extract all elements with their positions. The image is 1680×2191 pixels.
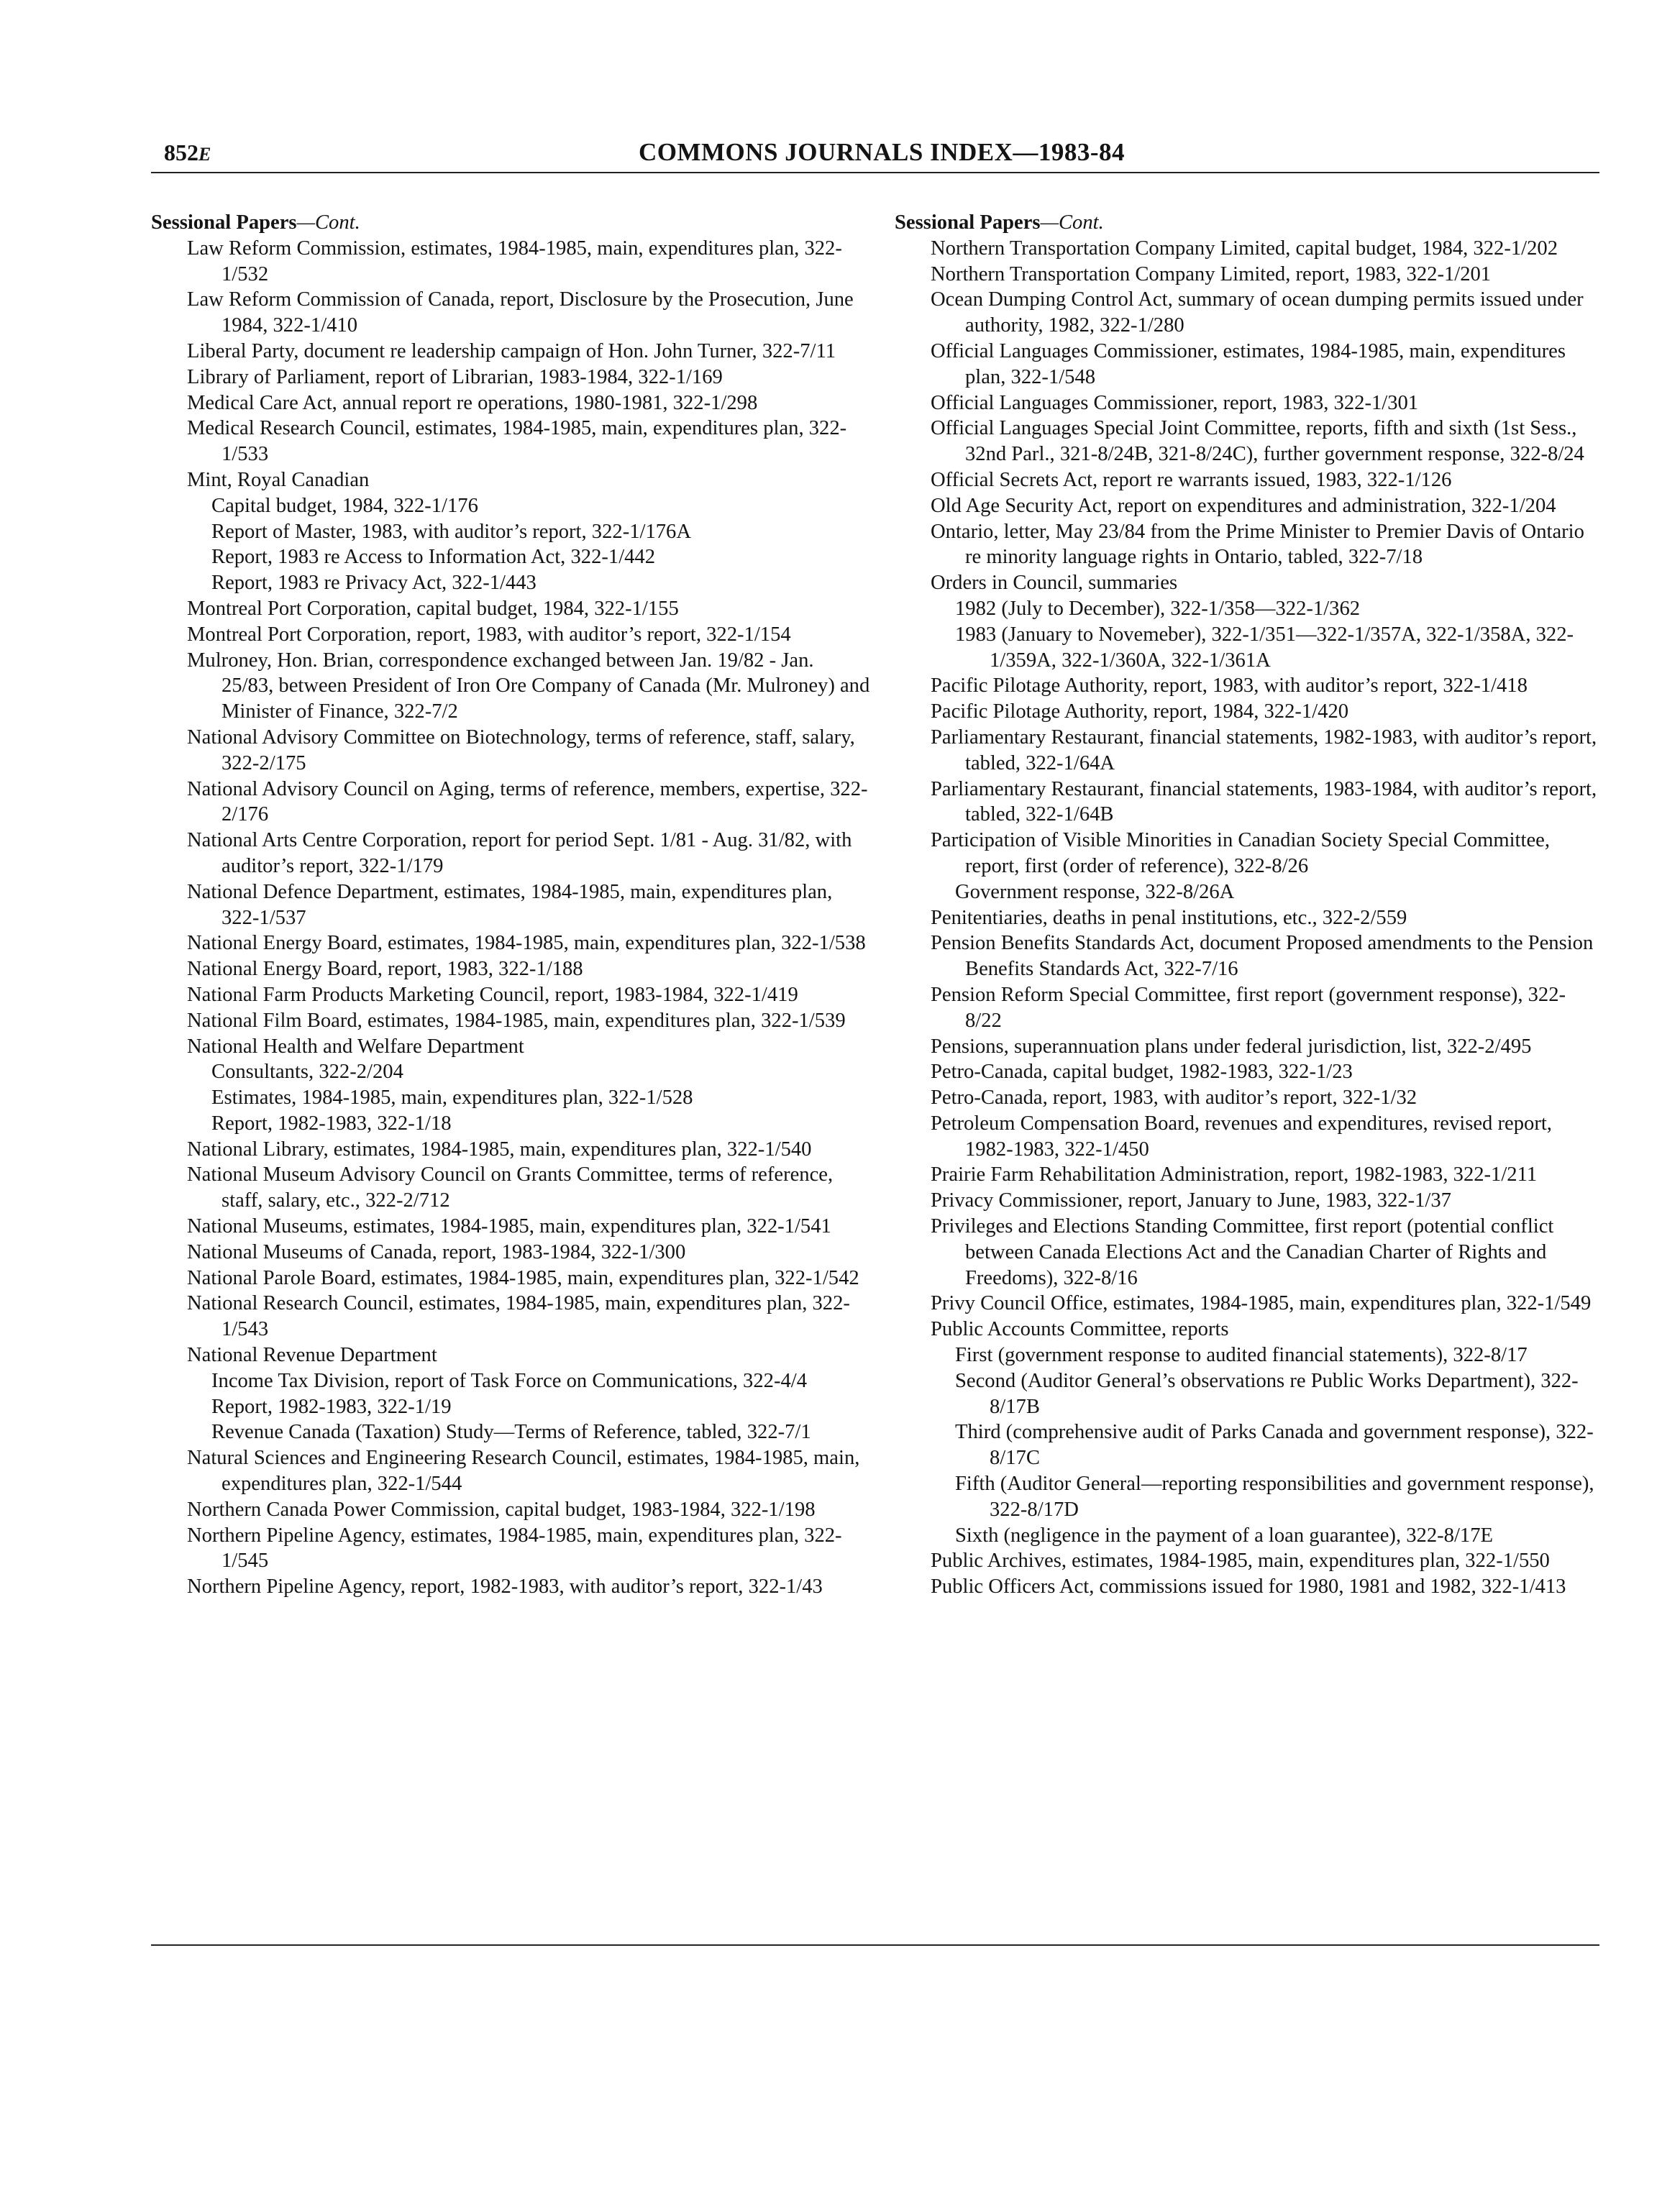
- index-entry: Privy Council Office, estimates, 1984-1985, main, expenditures plan, 322-1/549: [931, 1292, 1592, 1315]
- index-entry: Pacific Pilotage Authority, report, 1983, with auditor’s report, 322-1/418: [931, 674, 1528, 697]
- index-entry: Northern Transportation Company Limited, capital budget, 1984, 322-1/202: [931, 237, 1558, 260]
- index-subentry: Report, 1983 re Privacy Act, 322-1/443: [211, 572, 537, 595]
- index-subentry: Income Tax Division, report of Task Force on Communications, 322-4/4: [211, 1369, 808, 1392]
- running-title: COMMONS JOURNALS INDEX—1983-84: [638, 138, 1126, 166]
- index-entry: National Museums of Canada, report, 1983-1984, 322-1/300: [187, 1240, 686, 1263]
- index-subentry: Report of Master, 1983, with auditor’s report, 322-1/176A: [211, 520, 691, 543]
- index-entry: National Research Council, estimates, 1984-1985, main, expenditures plan, 322-1/543: [187, 1292, 850, 1341]
- index-entry: Pensions, superannuation plans under federal jurisdiction, list, 322-2/495: [931, 1035, 1532, 1058]
- index-entry: National Energy Board, estimates, 1984-1985, main, expenditures plan, 322-1/538: [187, 932, 866, 955]
- index-entry: Pension Benefits Standards Act, document Proposed amendments to the Pension Benefits Standards Act, 322-7/16: [931, 932, 1594, 981]
- footer-rule: [151, 1944, 1599, 1946]
- index-entry: Pension Reform Special Committee, first report (government response), 322-8/22: [931, 983, 1566, 1032]
- index-entry: National Parole Board, estimates, 1984-1985, main, expenditures plan, 322-1/542: [187, 1266, 859, 1289]
- index-entry: Petroleum Compensation Board, revenues and expenditures, revised report, 1982-1983, 322-1/450: [931, 1112, 1552, 1161]
- index-entry: Old Age Security Act, report on expenditures and administration, 322-1/204: [931, 494, 1556, 517]
- index-entry: Parliamentary Restaurant, financial statements, 1982-1983, with auditor’s report, tabled, 322-1/64A: [931, 726, 1597, 774]
- index-entry: Official Languages Special Joint Committee, reports, fifth and sixth (1st Sess., 32nd Parl., 321-8/24B, 321-8/24C), further government response, 322-8/24: [931, 417, 1584, 466]
- index-entry: Public Officers Act, commissions issued for 1980, 1981 and 1982, 322-1/413: [931, 1575, 1566, 1598]
- index-entry: National Arts Centre Corporation, report for period Sept. 1/81 - Aug. 31/82, with auditor’s report, 322-1/179: [187, 829, 852, 877]
- index-entry: Privacy Commissioner, report, January to June, 1983, 322-1/37: [931, 1189, 1451, 1212]
- index-entry: National Advisory Council on Aging, terms of reference, members, expertise, 322-2/176: [187, 777, 868, 826]
- index-entry: Public Archives, estimates, 1984-1985, main, expenditures plan, 322-1/550: [931, 1550, 1550, 1573]
- header-rule: [151, 172, 1599, 173]
- index-subentry: Report, 1982-1983, 322-1/19: [211, 1395, 452, 1418]
- index-entry: National Defence Department, estimates, 1984-1985, main, expenditures plan, 322-1/537: [187, 880, 833, 929]
- index-entry: Northern Pipeline Agency, report, 1982-1983, with auditor’s report, 322-1/43: [187, 1575, 823, 1598]
- heading-continued: —Cont.: [296, 211, 360, 234]
- index-entry: Ontario, letter, May 23/84 from the Prime Minister to Premier Davis of Ontario re minority language rights in Ontario, tabled, 322-7/18: [931, 520, 1584, 569]
- index-entry: Northern Pipeline Agency, estimates, 1984-1985, main, expenditures plan, 322-1/545: [187, 1524, 842, 1573]
- index-entry: Mulroney, Hon. Brian, correspondence exchanged between Jan. 19/82 - Jan. 25/83, between President of Iron Ore Company of Canada (Mr. Mulroney) and Minister of Finance, 322-7/2: [187, 649, 870, 723]
- index-entry: National Farm Products Marketing Council, report, 1983-1984, 322-1/419: [187, 983, 798, 1006]
- index-entry: National Revenue Department: [187, 1344, 437, 1367]
- index-entry: Liberal Party, document re leadership campaign of Hon. John Turner, 322-7/11: [187, 339, 836, 362]
- index-entry: Participation of Visible Minorities in Canadian Society Special Committee, report, first (order of reference), 322-8/26: [931, 829, 1550, 877]
- index-subentry: Government response, 322-8/26A: [955, 880, 1235, 903]
- index-entry: Medical Care Act, annual report re operations, 1980-1981, 322-1/298: [187, 391, 758, 414]
- index-entry: Ocean Dumping Control Act, summary of ocean dumping permits issued under authority, 1982, 322-1/280: [931, 288, 1584, 337]
- index-entry: Natural Sciences and Engineering Research Council, estimates, 1984-1985, main, expenditures plan, 322-1/544: [187, 1447, 860, 1496]
- page-number: 852E: [164, 139, 211, 165]
- index-entry: National Museum Advisory Council on Grants Committee, terms of reference, staff, salary, etc., 322-2/712: [187, 1163, 834, 1212]
- index-entry: Official Languages Commissioner, report, 1983, 322-1/301: [931, 391, 1419, 414]
- index-entry: Northern Transportation Company Limited, report, 1983, 322-1/201: [931, 262, 1492, 285]
- index-entry: National Health and Welfare Department: [187, 1035, 524, 1058]
- index-entry: Northern Canada Power Commission, capital budget, 1983-1984, 322-1/198: [187, 1498, 816, 1521]
- index-entry: Privileges and Elections Standing Committee, first report (potential conflict between Canada Elections Act and the Canadian Charter of Rights and Freedoms), 322-8/16: [931, 1215, 1554, 1289]
- index-entry: National Library, estimates, 1984-1985, main, expenditures plan, 322-1/540: [187, 1138, 812, 1161]
- heading-continued: —Cont.: [1040, 211, 1104, 234]
- index-entry: Mint, Royal Canadian: [187, 468, 370, 491]
- index-entry: Montreal Port Corporation, report, 1983, with auditor’s report, 322-1/154: [187, 623, 791, 646]
- index-entry: Parliamentary Restaurant, financial statements, 1983-1984, with auditor’s report, tabled, 322-1/64B: [931, 777, 1597, 826]
- index-subentry: Consultants, 322-2/204: [211, 1061, 403, 1084]
- index-entry: Prairie Farm Rehabilitation Administration, report, 1982-1983, 322-1/211: [931, 1163, 1538, 1186]
- index-entry: Petro-Canada, report, 1983, with auditor’s report, 322-1/32: [931, 1087, 1418, 1110]
- index-subentry: Third (comprehensive audit of Parks Canada and government response), 322-8/17C: [955, 1421, 1594, 1470]
- index-entry: Pacific Pilotage Authority, report, 1984, 322-1/420: [931, 700, 1349, 723]
- index-subentry: 1982 (July to December), 322-1/358—322-1/362: [955, 597, 1361, 620]
- left-column: [151, 210, 870, 1600]
- index-entry: Montreal Port Corporation, capital budget, 1984, 322-1/155: [187, 597, 679, 620]
- column-heading: Sessional Papers—Cont.: [151, 211, 360, 234]
- column-heading: Sessional Papers—Cont.: [895, 211, 1104, 234]
- index-subentry: First (government response to audited financial statements), 322-8/17: [955, 1344, 1528, 1367]
- page-header: [164, 137, 1599, 173]
- index-entry: Library of Parliament, report of Librarian, 1983-1984, 322-1/169: [187, 365, 723, 388]
- index-entry: National Advisory Committee on Biotechnology, terms of reference, staff, salary, 322-2/175: [187, 726, 855, 774]
- index-entry: Law Reform Commission, estimates, 1984-1985, main, expenditures plan, 322-1/532: [187, 237, 842, 285]
- index-entry: Official Secrets Act, report re warrants issued, 1983, 322-1/126: [931, 468, 1452, 491]
- index-subentry: Revenue Canada (Taxation) Study—Terms of Reference, tabled, 322-7/1: [211, 1421, 811, 1444]
- index-entry: Official Languages Commissioner, estimates, 1984-1985, main, expenditures plan, 322-1/548: [931, 339, 1566, 388]
- index-entry: Penitentiaries, deaths in penal institutions, etc., 322-2/559: [931, 906, 1407, 929]
- page-number-suffix: E: [198, 144, 211, 165]
- index-subentry: Second (Auditor General’s observations re Public Works Department), 322-8/17B: [955, 1369, 1579, 1418]
- index-entry: Petro-Canada, capital budget, 1982-1983, 322-1/23: [931, 1061, 1353, 1084]
- index-entry: Medical Research Council, estimates, 1984-1985, main, expenditures plan, 322-1/533: [187, 417, 847, 466]
- index-subentry: Report, 1983 re Access to Information Act, 322-1/442: [211, 546, 656, 569]
- index-subentry: Fifth (Auditor General—reporting responsibilities and government response), 322-8/17D: [955, 1473, 1594, 1521]
- index-subentry: Sixth (negligence in the payment of a loan guarantee), 322-8/17E: [955, 1524, 1493, 1547]
- index-entry: National Museums, estimates, 1984-1985, main, expenditures plan, 322-1/541: [187, 1215, 831, 1238]
- index-entry: Public Accounts Committee, reports: [931, 1318, 1229, 1341]
- index-subentry: Capital budget, 1984, 322-1/176: [211, 494, 478, 517]
- index-entry: Law Reform Commission of Canada, report, Disclosure by the Prosecution, June 1984, 322-1/410: [187, 288, 854, 337]
- index-subentry: 1983 (January to Novemeber), 322-1/351—322-1/357A, 322-1/358A, 322-1/359A, 322-1/360A, 322-1/361A: [955, 623, 1574, 672]
- index-subentry: Estimates, 1984-1985, main, expenditures plan, 322-1/528: [211, 1087, 693, 1110]
- index-entry: National Film Board, estimates, 1984-1985, main, expenditures plan, 322-1/539: [187, 1009, 846, 1032]
- index-entry: Orders in Council, summaries: [931, 572, 1178, 595]
- index-entry: National Energy Board, report, 1983, 322-1/188: [187, 958, 583, 981]
- index-subentry: Report, 1982-1983, 322-1/18: [211, 1112, 452, 1135]
- right-column: [895, 210, 1599, 1600]
